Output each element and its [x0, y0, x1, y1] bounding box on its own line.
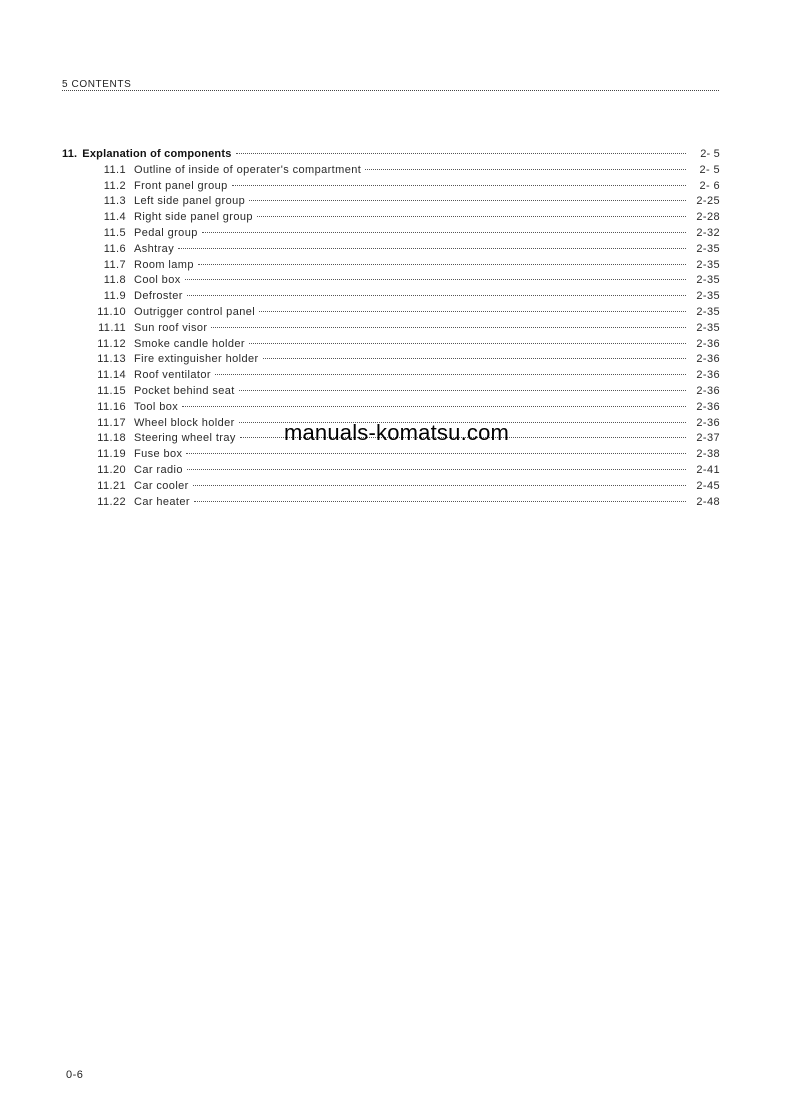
toc-item-page: 2-35 [696, 290, 720, 303]
toc-item-title: Car heater [134, 495, 190, 508]
toc-item-number: 11.16 [97, 400, 126, 413]
toc-leader-dots [186, 453, 686, 454]
toc-item-page: 2-38 [696, 448, 720, 461]
toc-item-page: 2-35 [696, 305, 720, 318]
toc-item-title: Right side panel group [134, 211, 253, 224]
toc-item-title: Pedal group [134, 226, 198, 239]
toc-item-row[interactable] [62, 480, 720, 496]
toc-item-row[interactable] [62, 259, 720, 275]
toc-item-row[interactable] [62, 464, 720, 480]
toc-item-row[interactable] [62, 322, 720, 338]
toc-item-title: Front panel group [134, 179, 228, 192]
toc-item-number: 11.11 [98, 321, 126, 334]
page-number: 0-6 [66, 1069, 84, 1081]
toc-item-row[interactable] [62, 338, 720, 354]
toc-item-title: Cool box [134, 274, 181, 287]
toc-section-row[interactable] [62, 148, 720, 164]
toc-item-title: Sun roof visor [134, 321, 208, 334]
toc-item-page: 2-35 [696, 274, 720, 287]
toc-leader-dots [365, 169, 686, 170]
toc-item-row[interactable] [62, 290, 720, 306]
toc-leader-dots [232, 185, 686, 186]
toc-item-title: Smoke candle holder [134, 337, 245, 350]
toc-item-number: 11.14 [97, 369, 126, 382]
toc-leader-dots [259, 311, 686, 312]
toc-item-list [62, 164, 720, 512]
toc-leader-dots [236, 153, 686, 154]
toc-leader-dots [249, 343, 686, 344]
toc-section-number: 11. [62, 148, 78, 160]
toc-section-page: 2- 5 [700, 148, 720, 160]
toc-item-page: 2-36 [696, 369, 720, 382]
toc-item-title: Pocket behind seat [134, 384, 235, 397]
toc-leader-dots [263, 358, 686, 359]
toc-item-row[interactable] [62, 211, 720, 227]
toc-leader-dots [249, 200, 686, 201]
toc-leader-dots [178, 248, 686, 249]
toc-item-title: Roof ventilator [134, 369, 211, 382]
toc-leader-dots [239, 390, 686, 391]
toc-item-number: 11.21 [97, 479, 126, 492]
toc-leader-dots [194, 501, 686, 502]
toc-item-row[interactable] [62, 306, 720, 322]
toc-item-title: Fire extinguisher holder [134, 353, 259, 366]
toc-leader-dots [187, 469, 686, 470]
toc-item-number: 11.13 [97, 353, 126, 366]
toc-leader-dots [185, 279, 686, 280]
toc-item-number: 11.17 [97, 416, 126, 429]
toc-item-page: 2-36 [696, 353, 720, 366]
toc-item-title: Defroster [134, 290, 183, 303]
toc-item-page: 2-32 [696, 226, 720, 239]
toc-item-title: Car radio [134, 463, 183, 476]
toc-item-number: 11.4 [103, 211, 126, 224]
toc-leader-dots [182, 406, 686, 407]
toc-item-page: 2-35 [696, 258, 720, 271]
toc-item-number: 11.19 [97, 448, 126, 461]
toc-leader-dots [202, 232, 686, 233]
toc-item-title: Outline of inside of operater's compartment [134, 163, 362, 176]
toc-item-page: 2-48 [696, 495, 720, 508]
toc-item-page: 2-35 [696, 321, 720, 334]
toc-item-row[interactable] [62, 448, 720, 464]
toc-leader-dots [187, 295, 686, 296]
toc-item-title: Steering wheel tray [134, 432, 236, 445]
toc-item-number: 11.3 [103, 195, 126, 208]
toc-item-number: 11.2 [103, 179, 126, 192]
toc-item-row[interactable] [62, 274, 720, 290]
toc-item-title: Left side panel group [134, 195, 246, 208]
toc-item-number: 11.5 [103, 226, 126, 239]
toc-item-row[interactable] [62, 195, 720, 211]
toc-item-title: Ashtray [134, 242, 175, 255]
toc-item-number: 11.1 [103, 163, 126, 176]
toc-leader-dots [211, 327, 686, 328]
toc-item-row[interactable] [62, 496, 720, 512]
toc-item-number: 11.15 [97, 384, 126, 397]
header-divider [62, 90, 719, 91]
toc-item-number: 11.8 [103, 274, 126, 287]
toc-item-page: 2- 5 [699, 163, 720, 176]
toc-item-row[interactable] [62, 385, 720, 401]
toc-item-page: 2-45 [696, 479, 720, 492]
toc-item-page: 2-35 [696, 242, 720, 255]
toc-item-title: Outrigger control panel [134, 305, 256, 318]
toc-item-page: 2-28 [696, 211, 720, 224]
toc-item-page: 2-37 [696, 432, 720, 445]
toc-item-page: 2-36 [696, 384, 720, 397]
toc-item-title: Car cooler [134, 479, 189, 492]
toc-item-page: 2-36 [696, 400, 720, 413]
toc-item-page: 2-41 [696, 463, 720, 476]
toc-item-title: Room lamp [134, 258, 194, 271]
toc-item-row[interactable] [62, 369, 720, 385]
toc-item-page: 2-36 [696, 337, 720, 350]
toc-item-number: 11.12 [97, 337, 126, 350]
toc-item-number: 11.7 [103, 258, 126, 271]
toc-item-title: Wheel block holder [134, 416, 235, 429]
toc-item-number: 11.18 [97, 432, 126, 445]
toc-leader-dots [215, 374, 686, 375]
toc-item-page: 2-25 [696, 195, 720, 208]
toc-item-number: 11.20 [97, 463, 126, 476]
table-of-contents [62, 148, 720, 511]
toc-item-title: Tool box [134, 400, 179, 413]
toc-leader-dots [198, 264, 686, 265]
toc-leader-dots [257, 216, 686, 217]
toc-item-number: 11.6 [103, 242, 126, 255]
toc-item-row[interactable] [62, 227, 720, 243]
header-label: 5 CONTENTS [62, 79, 132, 90]
toc-section-title: Explanation of components [82, 148, 232, 160]
toc-item-row[interactable] [62, 180, 720, 196]
toc-item-row[interactable] [62, 243, 720, 259]
toc-item-number: 11.22 [97, 495, 126, 508]
toc-item-number: 11.10 [97, 305, 126, 318]
toc-item-number: 11.9 [103, 290, 126, 303]
toc-item-row[interactable] [62, 401, 720, 417]
toc-leader-dots [193, 485, 686, 486]
toc-item-title: Fuse box [134, 448, 183, 461]
page-header [62, 79, 719, 93]
toc-item-page: 2- 6 [699, 179, 720, 192]
watermark-text: manuals-komatsu.com [283, 420, 510, 445]
toc-item-row[interactable] [62, 353, 720, 369]
toc-item-page: 2-36 [696, 416, 720, 429]
toc-item-row[interactable] [62, 164, 720, 180]
